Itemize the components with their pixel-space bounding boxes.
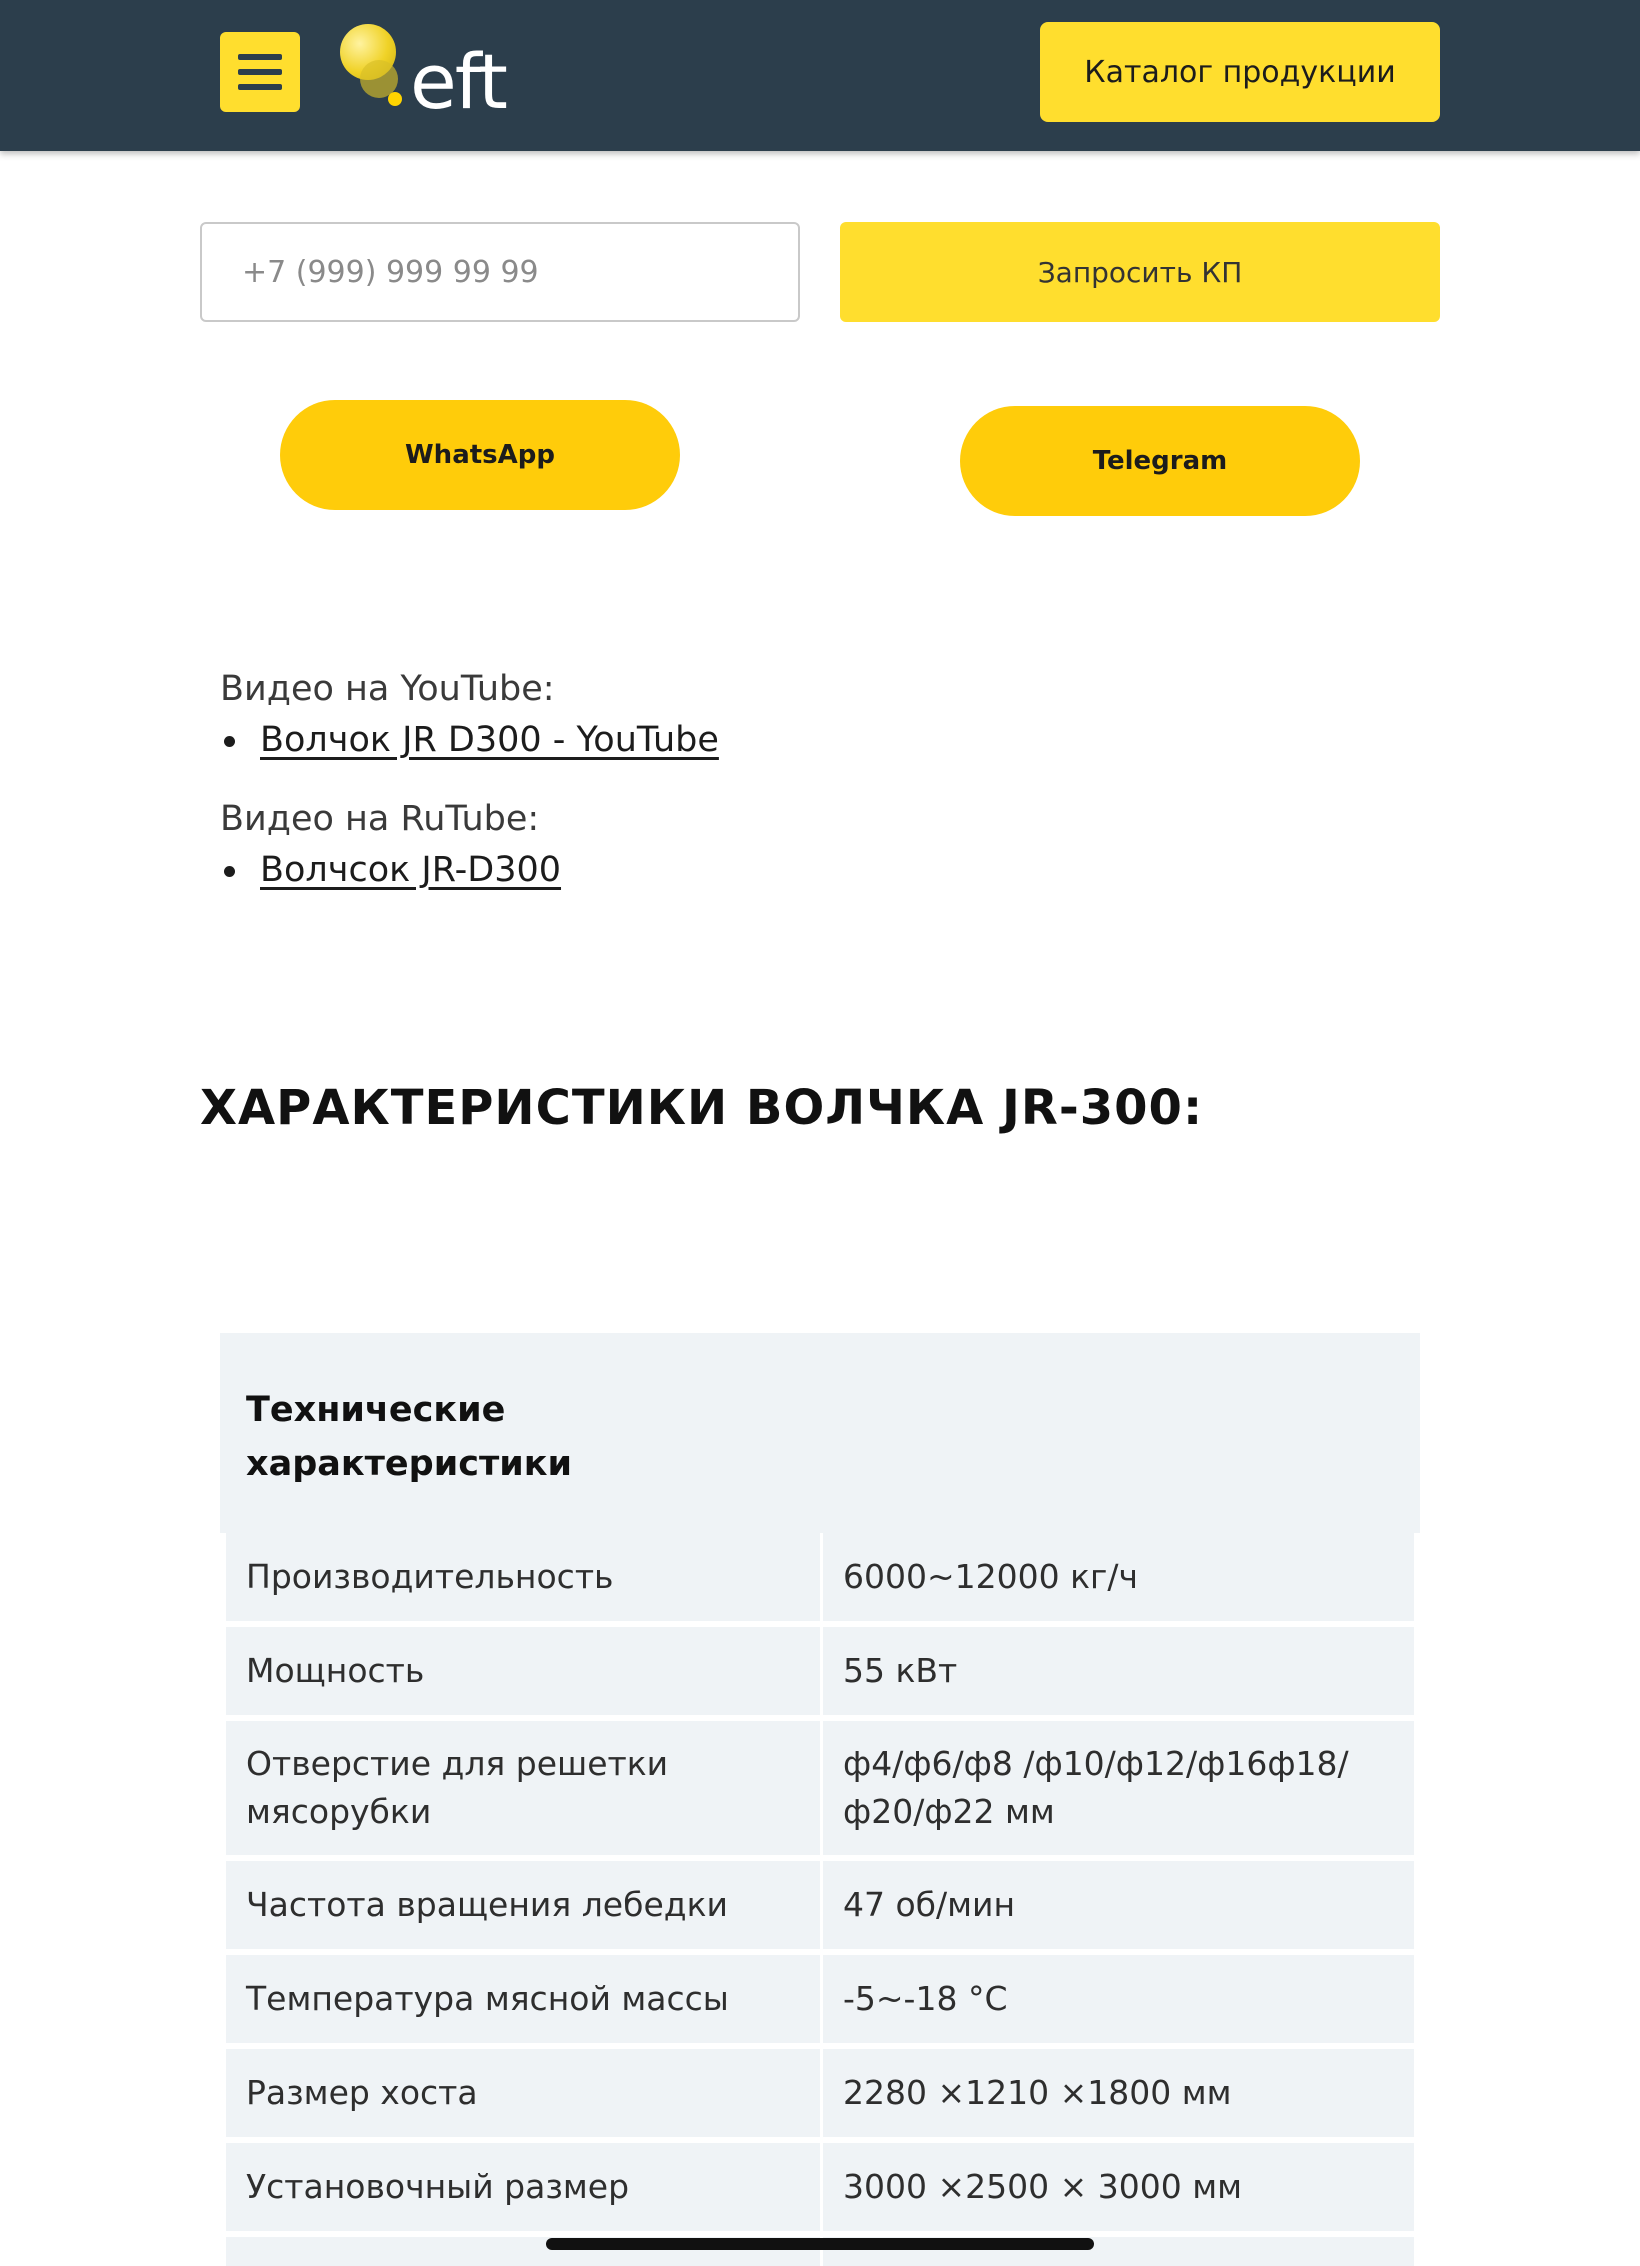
spec-key: Производительность <box>226 1533 820 1621</box>
table-row <box>220 2049 1420 2143</box>
catalog-button[interactable]: Каталог продукции <box>1040 22 1440 122</box>
spec-key: Температура мясной массы <box>226 1955 820 2043</box>
table-row <box>220 2143 1420 2237</box>
table-header-label: Технические характеристики <box>246 1390 573 1484</box>
logo-sphere-small <box>388 92 402 106</box>
phone-input[interactable] <box>200 222 800 322</box>
whatsapp-button[interactable]: WhatsApp <box>280 400 680 510</box>
list-item <box>220 844 561 896</box>
youtube-label: Видео на YouTube: <box>220 669 555 709</box>
table-row <box>220 1861 1420 1955</box>
rutube-link[interactable]: Волчсок JR-D300 <box>260 850 562 890</box>
spec-key: Мощность <box>226 1627 820 1715</box>
specs-title: ХАРАКТЕРИСТИКИ ВОЛЧКА JR-300: <box>200 1080 1204 1136</box>
menu-button[interactable] <box>220 32 300 112</box>
table-row <box>220 1955 1420 2049</box>
logo-text: eft <box>410 37 506 126</box>
menu-icon-bar <box>238 69 282 75</box>
request-quote-button[interactable]: Запросить КП <box>840 222 1440 322</box>
rutube-section <box>220 794 561 896</box>
list-item <box>220 714 719 766</box>
youtube-link[interactable]: Волчок JR D300 - YouTube <box>260 720 719 760</box>
specs-table <box>220 1333 1420 2266</box>
bullet-icon <box>224 866 235 877</box>
spec-value: 6000~12000 кг/ч <box>823 1533 1414 1621</box>
spec-value: 47 об/мин <box>823 1861 1414 1949</box>
home-indicator[interactable] <box>546 2238 1094 2250</box>
rutube-label: Видео на RuTube: <box>220 799 540 839</box>
spec-value: 3000 ×2500 × 3000 мм <box>823 2143 1414 2231</box>
rutube-list <box>220 844 561 896</box>
telegram-button[interactable]: Telegram <box>960 406 1360 516</box>
spec-value: ф4/ф6/ф8 /ф10/ф12/ф16ф18/ф20/ф22 мм <box>823 1721 1414 1855</box>
spec-value: -5~-18 °C <box>823 1955 1414 2043</box>
youtube-list <box>220 714 719 766</box>
menu-icon-bar <box>238 84 282 90</box>
table-row <box>220 1627 1420 1721</box>
spec-key: Установочный размер <box>226 2143 820 2231</box>
youtube-section <box>220 664 719 766</box>
spec-value: 55 кВт <box>823 1627 1414 1715</box>
spec-key: Частота вращения лебедки <box>226 1861 820 1949</box>
logo[interactable] <box>338 22 508 126</box>
table-row <box>220 1721 1420 1861</box>
bullet-icon <box>224 736 235 747</box>
table-row <box>220 1533 1420 1627</box>
site-header <box>0 0 1640 151</box>
menu-icon <box>238 54 282 60</box>
spec-key: Отверстие для решетки мясорубки <box>226 1721 820 1855</box>
table-header <box>220 1333 1420 1533</box>
spec-key: Размер хоста <box>226 2049 820 2137</box>
spec-value: 2280 ×1210 ×1800 мм <box>823 2049 1414 2137</box>
